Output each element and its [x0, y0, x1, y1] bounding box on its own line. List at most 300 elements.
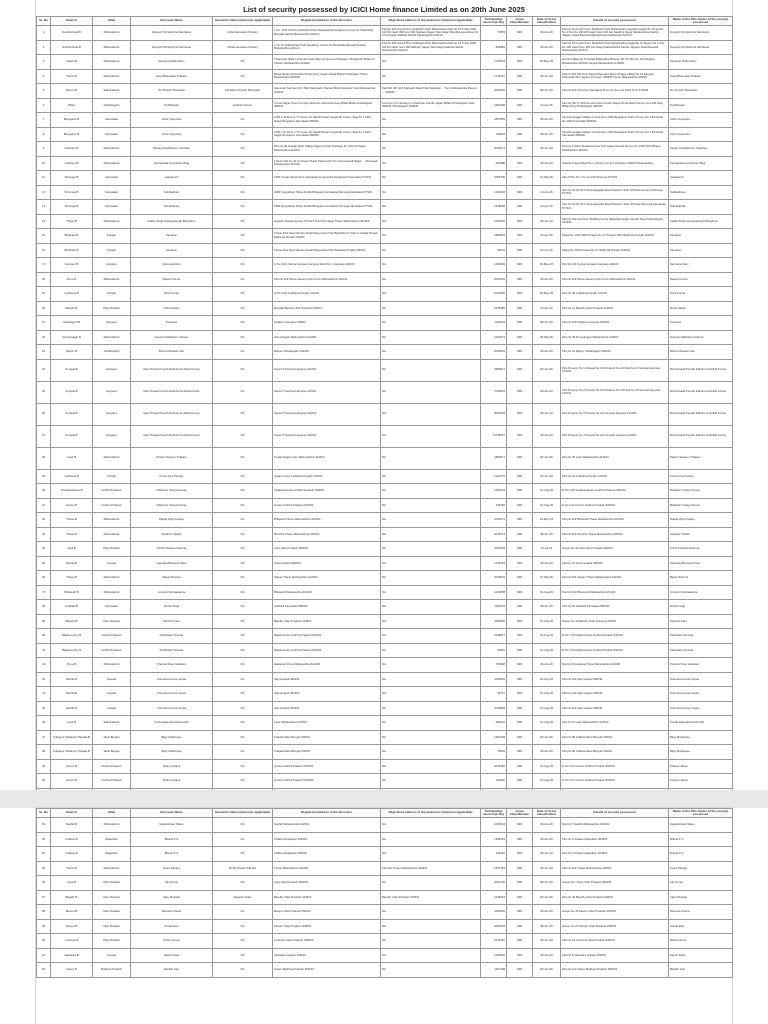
borrower-name-cell: Archit Chandra Sharma: [131, 542, 213, 557]
guarantor-name-cell: NA: [213, 934, 273, 949]
security-details-cell: Flat No 2 Nilam Residence Nor Ksb Nagar Kanala Survey No 1002 29 Kolhapur Maharashtra 416001: [561, 142, 669, 157]
branch-cell: Ludhiana B: [51, 287, 93, 302]
state-cell: Maharashtra: [93, 527, 131, 542]
state-cell: Uttar Pradesh: [93, 905, 131, 920]
classification-date-cell: 01-Aug-25: [533, 498, 561, 513]
title-holder-cell: Preeti Arya Pandey: [669, 469, 733, 484]
table-row: [37, 759, 733, 774]
asset-classification-cell: NPA: [507, 658, 533, 673]
asset-classification-cell: NPA: [507, 716, 533, 731]
asset-classification-cell: NPA: [507, 527, 533, 542]
table-row: [37, 498, 733, 513]
title-holder-cell: Santosh Kaur: [669, 614, 733, 629]
security-details-cell: Site No 54 AS 52 F Kannadagatta Road Western Side Of Plaza Avenue Shimoga 577201: [561, 185, 669, 200]
col-header: Registered address of the Borrower: [273, 809, 381, 818]
state-cell: Andhra Pradesh: [93, 643, 131, 658]
state-cell: Uttar Pradesh: [93, 876, 131, 891]
table-row: [37, 359, 733, 381]
borrower-name-cell: Surendra Kumar Gupta: [131, 687, 213, 702]
borrower-name-cell: Sarfaraz Shaikh: [131, 527, 213, 542]
outstanding-amount-cell: 1218868: [481, 200, 507, 215]
classification-date-cell: 01-Aug-25: [533, 774, 561, 789]
borrower-address-cell: Vadodara Gujarat 390001: [273, 948, 381, 963]
security-details-cell: Flat No 8 Hadapsar Pune Maharashtra 411028: [561, 658, 669, 673]
table-row: [37, 948, 733, 963]
title-holder-cell: Prakya Udaya: [669, 759, 733, 774]
guarantor-address-cell: NA: [381, 629, 481, 644]
sr-no-cell: 45: [37, 701, 51, 716]
table-row: [37, 716, 733, 731]
security-details-cell: Flat No 16 Fourth Floor Siddharth Park Maharashtra Sayakho Kagar Bo 16 Sector No 4 Site No 196 HPI Hash Nom Mill Jan Haathini Nagar Maharashtra Nashik Jalgaon Road Beewali Maharashtra Khaldanguli 422101: [561, 26, 669, 41]
title-holder-cell: Om Dinesh Shivankar: [669, 84, 733, 99]
asset-classification-cell: NPA: [507, 759, 533, 774]
guarantor-name-cell: Kamlaben Dinesh Shivankar: [213, 84, 273, 99]
title-holder-cell: Vijay Shankar: [669, 890, 733, 905]
asset-classification-cell: NPA: [507, 484, 533, 499]
sr-no-cell: 30: [37, 484, 51, 499]
branch-cell: Lucknow B: [51, 934, 93, 949]
branch-cell: Bareilly B: [51, 890, 93, 905]
sr-no-cell: 50: [37, 774, 51, 789]
guarantor-address-cell: NA: [381, 498, 481, 513]
guarantor-name-cell: NA: [213, 171, 273, 186]
guarantor-address-cell: NA: [381, 287, 481, 302]
guarantor-address-cell: NA: [381, 701, 481, 716]
state-cell: Maharashtra: [93, 69, 131, 84]
classification-date-cell: 06-Jun-25: [533, 469, 561, 484]
title-holder-cell: Surendra Kumar Gupta: [669, 687, 733, 702]
classification-date-cell: 23-May-25: [533, 513, 561, 528]
branch-cell: Kolhapur Sultanpur Pipaala B: [51, 730, 93, 745]
outstanding-amount-cell: 4064893: [481, 403, 507, 425]
guarantor-name-cell: NA: [213, 585, 273, 600]
table-row: [37, 447, 733, 469]
guarantor-name-cell: NA: [213, 258, 273, 273]
col-header: Name of the Title holder of the security possessed: [669, 17, 733, 26]
outstanding-amount-cell: 1019858: [481, 585, 507, 600]
title-holder-cell: Subhadhara: [669, 200, 733, 215]
guarantor-name-cell: NA: [213, 113, 273, 128]
branch-cell: Sonipat B: [51, 359, 93, 381]
guarantor-name-cell: NA: [213, 658, 273, 673]
sr-no-cell: 47: [37, 730, 51, 745]
borrower-name-cell: Ajit Kumar: [131, 876, 213, 891]
outstanding-amount-cell: 1015185: [481, 759, 507, 774]
table-row: [37, 614, 733, 629]
borrower-name-cell: Ravi Prasad Poorah Rabuhu Ambrikal Kumar: [131, 425, 213, 447]
guarantor-name-cell: NA: [213, 287, 273, 302]
classification-date-cell: 09-Jun-25: [533, 40, 561, 55]
borrower-name-cell: Subhadhara: [131, 185, 213, 200]
guarantor-address-cell: NA: [381, 345, 481, 360]
security-details-cell: Flat No 104 Vapi Gujarat 396191: [561, 672, 669, 687]
borrower-name-cell: Mohd Haider: [131, 301, 213, 316]
sr-no-cell: 8: [37, 127, 51, 142]
state-cell: Gujarat: [93, 948, 131, 963]
outstanding-amount-cell: 74853: [481, 26, 507, 41]
borrower-address-cell: Hadapsar Pune Maharashtra 411028: [273, 658, 381, 673]
outstanding-amount-cell: 2064125: [481, 876, 507, 891]
table-row: [37, 571, 733, 586]
security-details-cell: House No 7 Agra Uttar Pradesh 282001: [561, 876, 669, 891]
sr-no-cell: 25: [37, 381, 51, 403]
title-holder-cell: Anant Pandey: [669, 861, 733, 876]
borrower-address-cell: 1155 2 Ist Floor 2 Th Cross 1st Nekhiri Road Hosgrodh Colony Stag Fo 1 Meiri Nagar Bangalore Karnataka 560002: [273, 113, 381, 128]
asset-classification-cell: NPA: [507, 585, 533, 600]
asset-classification-cell: NPA: [507, 214, 533, 229]
asset-classification-cell: NPA: [507, 26, 533, 41]
branch-cell: Chaksu B: [51, 832, 93, 847]
asset-classification-cell: NPA: [507, 600, 533, 615]
borrower-name-cell: Manoj Sharma: [131, 571, 213, 586]
guarantor-address-cell: Flat 402 Ulb G13 Sahyadri Road Viral Takbanki ... Tunn Maharashtra Panvel ... 410206: [381, 84, 481, 99]
classification-date-cell: 09-Jun-25: [533, 359, 561, 381]
sr-no-cell: 20: [37, 301, 51, 316]
classification-date-cell: 22-Jul-25: [533, 542, 561, 557]
title-holder-cell: Ardur Kupendra: [669, 127, 733, 142]
borrower-name-cell: Ardur Kupendra: [131, 127, 213, 142]
sr-no-cell: 10: [37, 156, 51, 171]
borrower-address-cell: Agra Uttar Pradesh 282001: [273, 542, 381, 557]
title-holder-cell: Subhadhara: [669, 185, 733, 200]
borrower-address-cell: H No 1145 Ludhiana Punjab 141001: [273, 287, 381, 302]
borrower-address-cell: Guntur Andhra Pradesh 522001: [273, 774, 381, 789]
table-row: [37, 243, 733, 258]
outstanding-amount-cell: 144015: [481, 847, 507, 862]
classification-date-cell: 09-Jun-25: [533, 214, 561, 229]
outstanding-amount-cell: 1531678: [481, 484, 507, 499]
branch-cell: Panvel B: [51, 84, 93, 99]
security-details-cell: Shivnal Kolwar Bagi Plot 1 Survey No 421 Kolhapur 416003 Maharashtra: [561, 156, 669, 171]
classification-date-cell: 22-Apr-25: [533, 185, 561, 200]
borrower-name-cell: Tej Bahadur: [131, 98, 213, 113]
col-header: Borrower Name: [131, 809, 213, 818]
sr-no-cell: 33: [37, 527, 51, 542]
classification-date-cell: 09-Jun-25: [533, 934, 561, 949]
outstanding-amount-cell: 1457754: [481, 861, 507, 876]
borrower-address-cell: Tunna Nagar Tripe Complex Ward No 49 Kamal Garg Bhilai Bhilai Chhattisgarh 490020: [273, 98, 381, 113]
security-details-cell: Plot No 11 Latur Maharashtra 413512: [561, 716, 669, 731]
sr-no-cell: 39: [37, 614, 51, 629]
classification-date-cell: 09-Jun-25: [533, 832, 561, 847]
branch-cell: Rajahmundry B: [51, 629, 93, 644]
branch-cell: Indore B: [51, 963, 93, 978]
security-details-cell: Plot No 131 Sohna Gurgaon Haryana 122103: [561, 258, 669, 273]
security-details-cell: Flat No 601 Kalyan Thane Maharashtra 421301: [561, 571, 669, 586]
classification-date-cell: 08-Jun-25: [533, 127, 561, 142]
guarantor-name-cell: NA: [213, 571, 273, 586]
classification-date-cell: 01-Aug-25: [533, 687, 561, 702]
guarantor-address-cell: NA: [381, 847, 481, 862]
outstanding-amount-cell: 2078034: [481, 571, 507, 586]
sr-no-cell: 13: [37, 200, 51, 215]
outstanding-amount-cell: 1675320: [481, 934, 507, 949]
state-cell: Andhra Pradesh: [93, 498, 131, 513]
col-header: Branch: [51, 17, 93, 26]
branch-cell: Nashik B: [51, 701, 93, 716]
guarantor-name-cell: NA: [213, 542, 273, 557]
classification-date-cell: 09-Jun-25: [533, 156, 561, 171]
guarantor-address-cell: NA: [381, 876, 481, 891]
security-details-cell: Flat No 201 Thane Maharashtra 400601: [561, 861, 669, 876]
state-cell: Chhattisgarh: [93, 345, 131, 360]
title-holder-cell: Rahul Verma: [669, 934, 733, 949]
col-header: Registered address of the Guarantor (wherever applicable): [381, 809, 481, 818]
outstanding-amount-cell: 1295420: [481, 948, 507, 963]
col-header: Outstanding amount (in Rs): [481, 17, 507, 26]
borrower-name-cell: Ravi Prasad Poorah Rabuhu Ambrikal Kumar: [131, 403, 213, 425]
guarantor-address-cell: NA: [381, 469, 481, 484]
outstanding-amount-cell: 2680017: [481, 359, 507, 381]
state-cell: Andhra Pradesh: [93, 629, 131, 644]
outstanding-amount-cell: 735398: [481, 658, 507, 673]
state-cell: Rajasthan: [93, 832, 131, 847]
borrower-name-cell: Mahinder Vinaya Kumar: [131, 484, 213, 499]
asset-classification-cell: NPA: [507, 330, 533, 345]
title-holder-cell: Vanjarshwari Nikam: [669, 818, 733, 833]
borrower-address-cell: 1155 2 Ist Floor 2 Th Cross 1st Nekhiri Road Hosgrodh Colony Stag Fo 1 Meiri Nagar Bangalore Karnataka 560002: [273, 127, 381, 142]
state-cell: Haryana: [93, 359, 131, 381]
title-holder-cell: Priyanka: [669, 316, 733, 331]
branch-cell: Thane B: [51, 527, 93, 542]
branch-cell: Guntur B: [51, 759, 93, 774]
guarantor-name-cell: NA: [213, 498, 273, 513]
asset-classification-cell: NPA: [507, 359, 533, 381]
borrower-address-cell: Bareilly Uttar Pradesh 243001: [273, 890, 381, 905]
guarantor-address-cell: NA: [381, 963, 481, 978]
classification-date-cell: 09-Jun-25: [533, 658, 561, 673]
borrower-name-cell: Ravi Prasad Poorah Rabuhu Ambrikal Kumar: [131, 359, 213, 381]
borrower-name-cell: Bijay Mukherjee: [131, 730, 213, 745]
title-holder-cell: Ramesh Chand: [669, 905, 733, 920]
borrower-address-cell: Mohalla Bareilly Uttar Pradesh 243001: [273, 301, 381, 316]
outstanding-amount-cell: 1016473: [481, 527, 507, 542]
outstanding-amount-cell: 1048877: [481, 629, 507, 644]
security-details-cell: D No 5-12 Guntur Andhra Pradesh 522001: [561, 759, 669, 774]
state-cell: Maharashtra: [93, 513, 131, 528]
sr-no-cell: 7: [37, 113, 51, 128]
borrower-name-cell: Ardur Kupendra: [131, 113, 213, 128]
document-page-2: [36, 808, 732, 1024]
branch-cell: Hubballi B: [51, 600, 93, 615]
asset-classification-cell: NPA: [507, 861, 533, 876]
classification-date-cell: 01-Aug-25: [533, 629, 561, 644]
asset-classification-cell: NPA: [507, 258, 533, 273]
sr-no-cell: 32: [37, 513, 51, 528]
borrower-name-cell: Mahinder Vinaya Kumar: [131, 498, 213, 513]
title-holder-cell: Sandeep Ahilla Shine: [669, 55, 733, 70]
outstanding-amount-cell: 1090224: [481, 919, 507, 934]
classification-date-cell: 06-May-25: [533, 55, 561, 70]
col-header: Sr. No: [37, 17, 51, 26]
outstanding-amount-cell: 63747: [481, 687, 507, 702]
borrower-name-cell: Bhumul Ratesh Jain: [131, 345, 213, 360]
classification-date-cell: 01-Aug-25: [533, 643, 561, 658]
sr-no-cell: 21: [37, 316, 51, 331]
classification-date-cell: 08-Jun-25: [533, 113, 561, 128]
guarantor-name-cell: NA: [213, 69, 273, 84]
col-header: Name of the Title holder of the security possessed: [669, 809, 733, 818]
branch-cell: Agra B: [51, 542, 93, 557]
security-details-cell: Plot No 78 Latur Maharashtra 413512: [561, 447, 669, 469]
borrower-name-cell: Durgesh Shrykrishna Nehrkarte: [131, 40, 213, 55]
title-holder-cell: Rajbal Vijay Pandey: [669, 513, 733, 528]
sr-no-cell: 55: [37, 861, 51, 876]
branch-cell: Vadodara B: [51, 948, 93, 963]
guarantor-name-cell: NA: [213, 127, 273, 142]
asset-classification-cell: NPA: [507, 40, 533, 55]
guarantor-name-cell: NA: [213, 381, 273, 403]
guarantor-address-cell: NA: [381, 527, 481, 542]
guarantor-address-cell: NA: [381, 359, 481, 381]
state-cell: Haryana: [93, 381, 131, 403]
classification-date-cell: 09-Jun-25: [533, 890, 561, 905]
table-row: [37, 403, 733, 425]
guarantor-address-cell: NA: [381, 818, 481, 833]
table-row: [37, 229, 733, 244]
state-cell: Uttar Pradesh: [93, 614, 131, 629]
title-holder-cell: Sandeep: [669, 229, 733, 244]
borrower-address-cell: Kanpur Uttar Pradesh 208001: [273, 919, 381, 934]
guarantor-name-cell: NA: [213, 730, 273, 745]
table-header-row: [37, 809, 733, 818]
table-row: [37, 26, 733, 41]
branch-cell: Raipur B: [51, 345, 93, 360]
guarantor-name-cell: NA: [213, 142, 273, 157]
title-holder-cell: Durgesh Shrykrishna Nehrkarte: [669, 26, 733, 41]
state-cell: Karnataka: [93, 200, 131, 215]
state-cell: Karnataka: [93, 127, 131, 142]
guarantor-address-cell: NA: [381, 403, 481, 425]
borrower-address-cell: Vapi Gujarat 396191: [273, 687, 381, 702]
branch-cell: Pune B: [51, 658, 93, 673]
state-cell: Maharashtra: [93, 40, 131, 55]
outstanding-amount-cell: 1044472: [481, 513, 507, 528]
branch-cell: Shimoga B: [51, 200, 93, 215]
branch-cell: Nashik B: [51, 687, 93, 702]
title-holder-cell: Rajesh Kumar: [669, 272, 733, 287]
classification-date-cell: 08-Jun-25: [533, 600, 561, 615]
borrower-name-cell: Santosh Kaur: [131, 614, 213, 629]
asset-classification-cell: NPA: [507, 687, 533, 702]
outstanding-amount-cell: 1248016: [481, 890, 507, 905]
classification-date-cell: 22-Apr-25: [533, 301, 561, 316]
table-row: [37, 556, 733, 571]
title-holder-cell: Ravi Prasad Poorah Rabuhu Ambrikal Kumar: [669, 359, 733, 381]
borrower-name-cell: Ganesh Sakharam Chavan: [131, 330, 213, 345]
security-details-cell: Flat No 202 2nd Floor Sai Ratna B Co-Op Soc Ltd 2201 Tunn 410206: [561, 84, 669, 99]
state-cell: West Bengal: [93, 745, 131, 760]
borrower-address-cell: Zirakpur Haryana 140603: [273, 316, 381, 331]
sr-no-cell: 61: [37, 948, 51, 963]
title-holder-cell: Ajit Kumar: [669, 876, 733, 891]
security-details-cell: D No 7-25 Rajahmundry Andhra Pradesh 533101: [561, 643, 669, 658]
sr-no-cell: 34: [37, 542, 51, 557]
classification-date-cell: 09-Jun-25: [533, 272, 561, 287]
col-header: Outstanding amount (in Rs): [481, 809, 507, 818]
asset-classification-cell: NPA: [507, 156, 533, 171]
state-cell: Andhra Pradesh: [93, 774, 131, 789]
guarantor-address-cell: NA: [381, 484, 481, 499]
asset-classification-cell: NPA: [507, 229, 533, 244]
borrower-name-cell: Om Dinesh Shivankar: [131, 84, 213, 99]
asset-classification-cell: NPA: [507, 243, 533, 258]
branch-cell: Bhilai: [51, 98, 93, 113]
asset-classification-cell: NPA: [507, 69, 533, 84]
branch-cell: Bhatinda B: [51, 229, 93, 244]
outstanding-amount-cell: 601888: [481, 156, 507, 171]
asset-classification-cell: NPA: [507, 513, 533, 528]
borrower-address-cell: 1366 Kuvebu Road Post Karnataka Kuruji Ashik Nanjangud Karnataka 577201: [273, 171, 381, 186]
classification-date-cell: 09-Jun-25: [533, 861, 561, 876]
branch-cell: Latur B: [51, 716, 93, 731]
guarantor-name-cell: NA: [213, 672, 273, 687]
asset-classification-cell: NPA: [507, 345, 533, 360]
borrower-address-cell: Sector 5 Sonipat Haryana 131001: [273, 359, 381, 381]
title-holder-cell: Durgesh Shrykrishna Nehrkarte: [669, 40, 733, 55]
table-row: [37, 142, 733, 157]
borrower-name-cell: Hitesh Patel: [131, 948, 213, 963]
table-row: [37, 861, 733, 876]
asset-classification-cell: NPA: [507, 963, 533, 978]
borrower-name-cell: Sandeep Ahilla Shine: [131, 55, 213, 70]
col-header: State: [93, 809, 131, 818]
borrower-address-cell: Ganesh Niwaas Apneer Pd Na 8 Dombivli Nagar Thane Maharashtra 421306: [273, 214, 381, 229]
security-details-cell: Plot No 12 Bareilly Uttar Pradesh 243001: [561, 301, 669, 316]
asset-classification-cell: NPA: [507, 643, 533, 658]
col-header: Guarantor Name (wherever applicable): [213, 809, 273, 818]
borrower-name-cell: Amresh Vishwakarma: [131, 585, 213, 600]
title-holder-cell: Mohd Haider: [669, 301, 733, 316]
table-row: [37, 774, 733, 789]
branch-cell: Thane B: [51, 513, 93, 528]
table-row: [37, 40, 733, 55]
branch-cell: Bangalore B: [51, 113, 93, 128]
classification-date-cell: 01-Aug-25: [533, 716, 561, 731]
table-row: [37, 847, 733, 862]
borrower-name-cell: Rajbal Vijay Pandey: [131, 513, 213, 528]
security-details-cell: Flat No 104 Vapi Gujarat 396191: [561, 687, 669, 702]
document-title: List of security possessed by ICICI Home finance Limited as on 20th June 2025: [243, 5, 525, 14]
borrower-address-cell: Hubballi Karnataka 580020: [273, 600, 381, 615]
col-header: Guarantor Name (wherever applicable): [213, 17, 273, 26]
state-cell: Maharashtra: [93, 142, 131, 157]
classification-date-cell: 09-Jun-25: [533, 876, 561, 891]
borrower-address-cell: Hanuman Sai Sau 90 2 Shiri Sahayadri Tracurd Mohd National Tuna Maharashtra 410206: [273, 84, 381, 99]
title-holder-cell: Hitesh Patel: [669, 948, 733, 963]
classification-date-cell: 09-Jun-25: [533, 425, 561, 447]
borrower-address-cell: Plot No 99 Gangal Sukh Village Nagar Kochar Kolhapur Nr Vetta Kolhapur Maharashtra 416001: [273, 142, 381, 157]
borrower-name-cell: Kaldip Singh Gurdayalsingh Bhinghoor: [131, 214, 213, 229]
sr-no-cell: 12: [37, 185, 51, 200]
borrower-name-cell: Suraj Bhanudas Thakare: [131, 69, 213, 84]
classification-date-cell: 09-Jun-25: [533, 745, 561, 760]
classification-date-cell: 09-Jun-25: [533, 730, 561, 745]
borrower-address-cell: Meerut Uttar Pradesh 250001: [273, 905, 381, 920]
security-details-cell: Flat No 5 Nashik Maharashtra 422001: [561, 818, 669, 833]
branch-cell: Nashik B: [51, 556, 93, 571]
outstanding-amount-cell: 2060305: [481, 84, 507, 99]
state-cell: Maharashtra: [93, 585, 131, 600]
security-details-cell: Flat No 203 Zirakpur Haryana 140603: [561, 316, 669, 331]
guarantor-name-cell: NA: [213, 963, 273, 978]
table-row: [37, 381, 733, 403]
security-details-cell: Khata No 1093 2000 Khasra No 27 Khewat 1921 Bathinda Punjab 151001: [561, 229, 669, 244]
asset-classification-cell: NPA: [507, 832, 533, 847]
table-row: [37, 127, 733, 142]
guarantor-address-cell: NA: [381, 425, 481, 447]
asset-classification-cell: NPA: [507, 629, 533, 644]
